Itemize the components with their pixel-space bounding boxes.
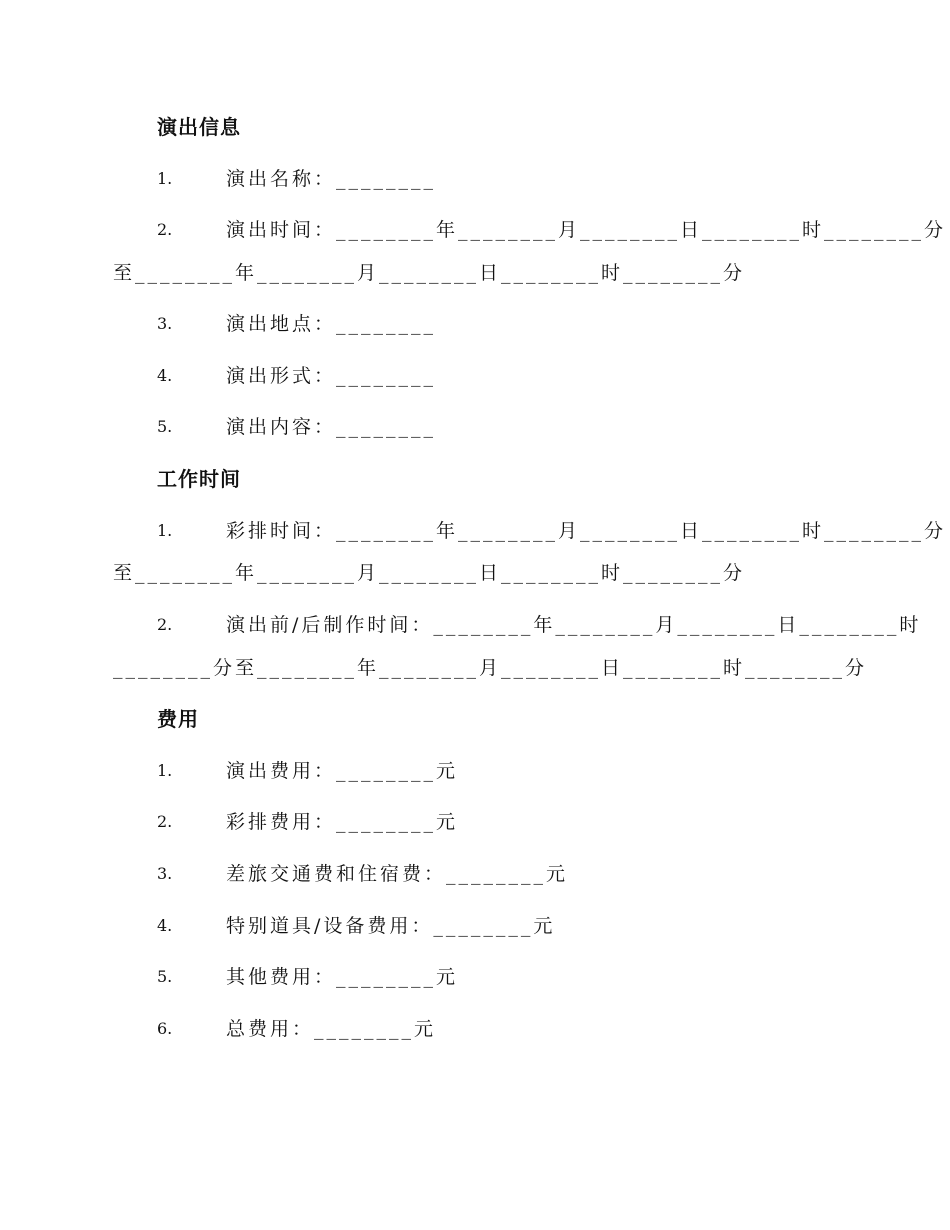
item-text: 演出形式：________ <box>226 365 437 387</box>
item-text: 演出内容：________ <box>226 416 437 438</box>
section-heading-fees: 费用 <box>157 707 199 731</box>
list-item <box>0 309 950 339</box>
list-item <box>0 756 950 786</box>
list-item <box>0 1014 950 1044</box>
item-text: 演出名称：________ <box>226 168 437 190</box>
list-item-continuation <box>0 258 950 288</box>
section-heading-performance-info: 演出信息 <box>157 115 241 139</box>
list-item <box>0 859 950 889</box>
list-item <box>0 361 950 391</box>
item-text: 演出费用：________元 <box>226 760 459 782</box>
item-text: 演出时间：________年________月________日________时________分 <box>226 219 947 241</box>
list-item-continuation <box>0 558 950 588</box>
item-number: 6. <box>157 1019 173 1038</box>
list-item <box>0 516 950 546</box>
item-text: 总费用：________元 <box>226 1018 437 1040</box>
item-number: 4. <box>157 916 173 935</box>
item-number: 1. <box>157 521 173 540</box>
item-number: 5. <box>157 967 173 986</box>
list-item <box>0 962 950 992</box>
item-text-continuation: 至________年________月________日________时________分 <box>113 562 746 584</box>
item-text: 彩排费用：________元 <box>226 811 459 833</box>
list-item <box>0 164 950 194</box>
item-number: 3. <box>157 314 173 333</box>
list-item <box>0 911 950 941</box>
list-item-continuation <box>0 653 950 683</box>
item-text: 演出前/后制作时间：________年________月________日________时 <box>226 614 922 636</box>
list-item <box>0 807 950 837</box>
item-number: 2. <box>157 615 173 634</box>
list-item <box>0 610 950 640</box>
item-text-continuation: 至________年________月________日________时________分 <box>113 262 746 284</box>
list-item <box>0 412 950 442</box>
item-number: 1. <box>157 169 173 188</box>
list-item <box>0 215 950 245</box>
item-number: 2. <box>157 220 173 239</box>
item-text: 其他费用：________元 <box>226 966 459 988</box>
item-text: 演出地点：________ <box>226 313 437 335</box>
item-number: 5. <box>157 417 173 436</box>
item-number: 4. <box>157 366 173 385</box>
item-text-continuation: ________分至________年________月________日________时________分 <box>113 657 868 679</box>
item-text: 差旅交通费和住宿费：________元 <box>226 863 569 885</box>
section-heading-work-time: 工作时间 <box>157 467 241 491</box>
item-text: 彩排时间：________年________月________日________时________分 <box>226 520 947 542</box>
item-number: 3. <box>157 864 173 883</box>
item-number: 2. <box>157 812 173 831</box>
item-text: 特别道具/设备费用：________元 <box>226 915 556 937</box>
item-number: 1. <box>157 761 173 780</box>
